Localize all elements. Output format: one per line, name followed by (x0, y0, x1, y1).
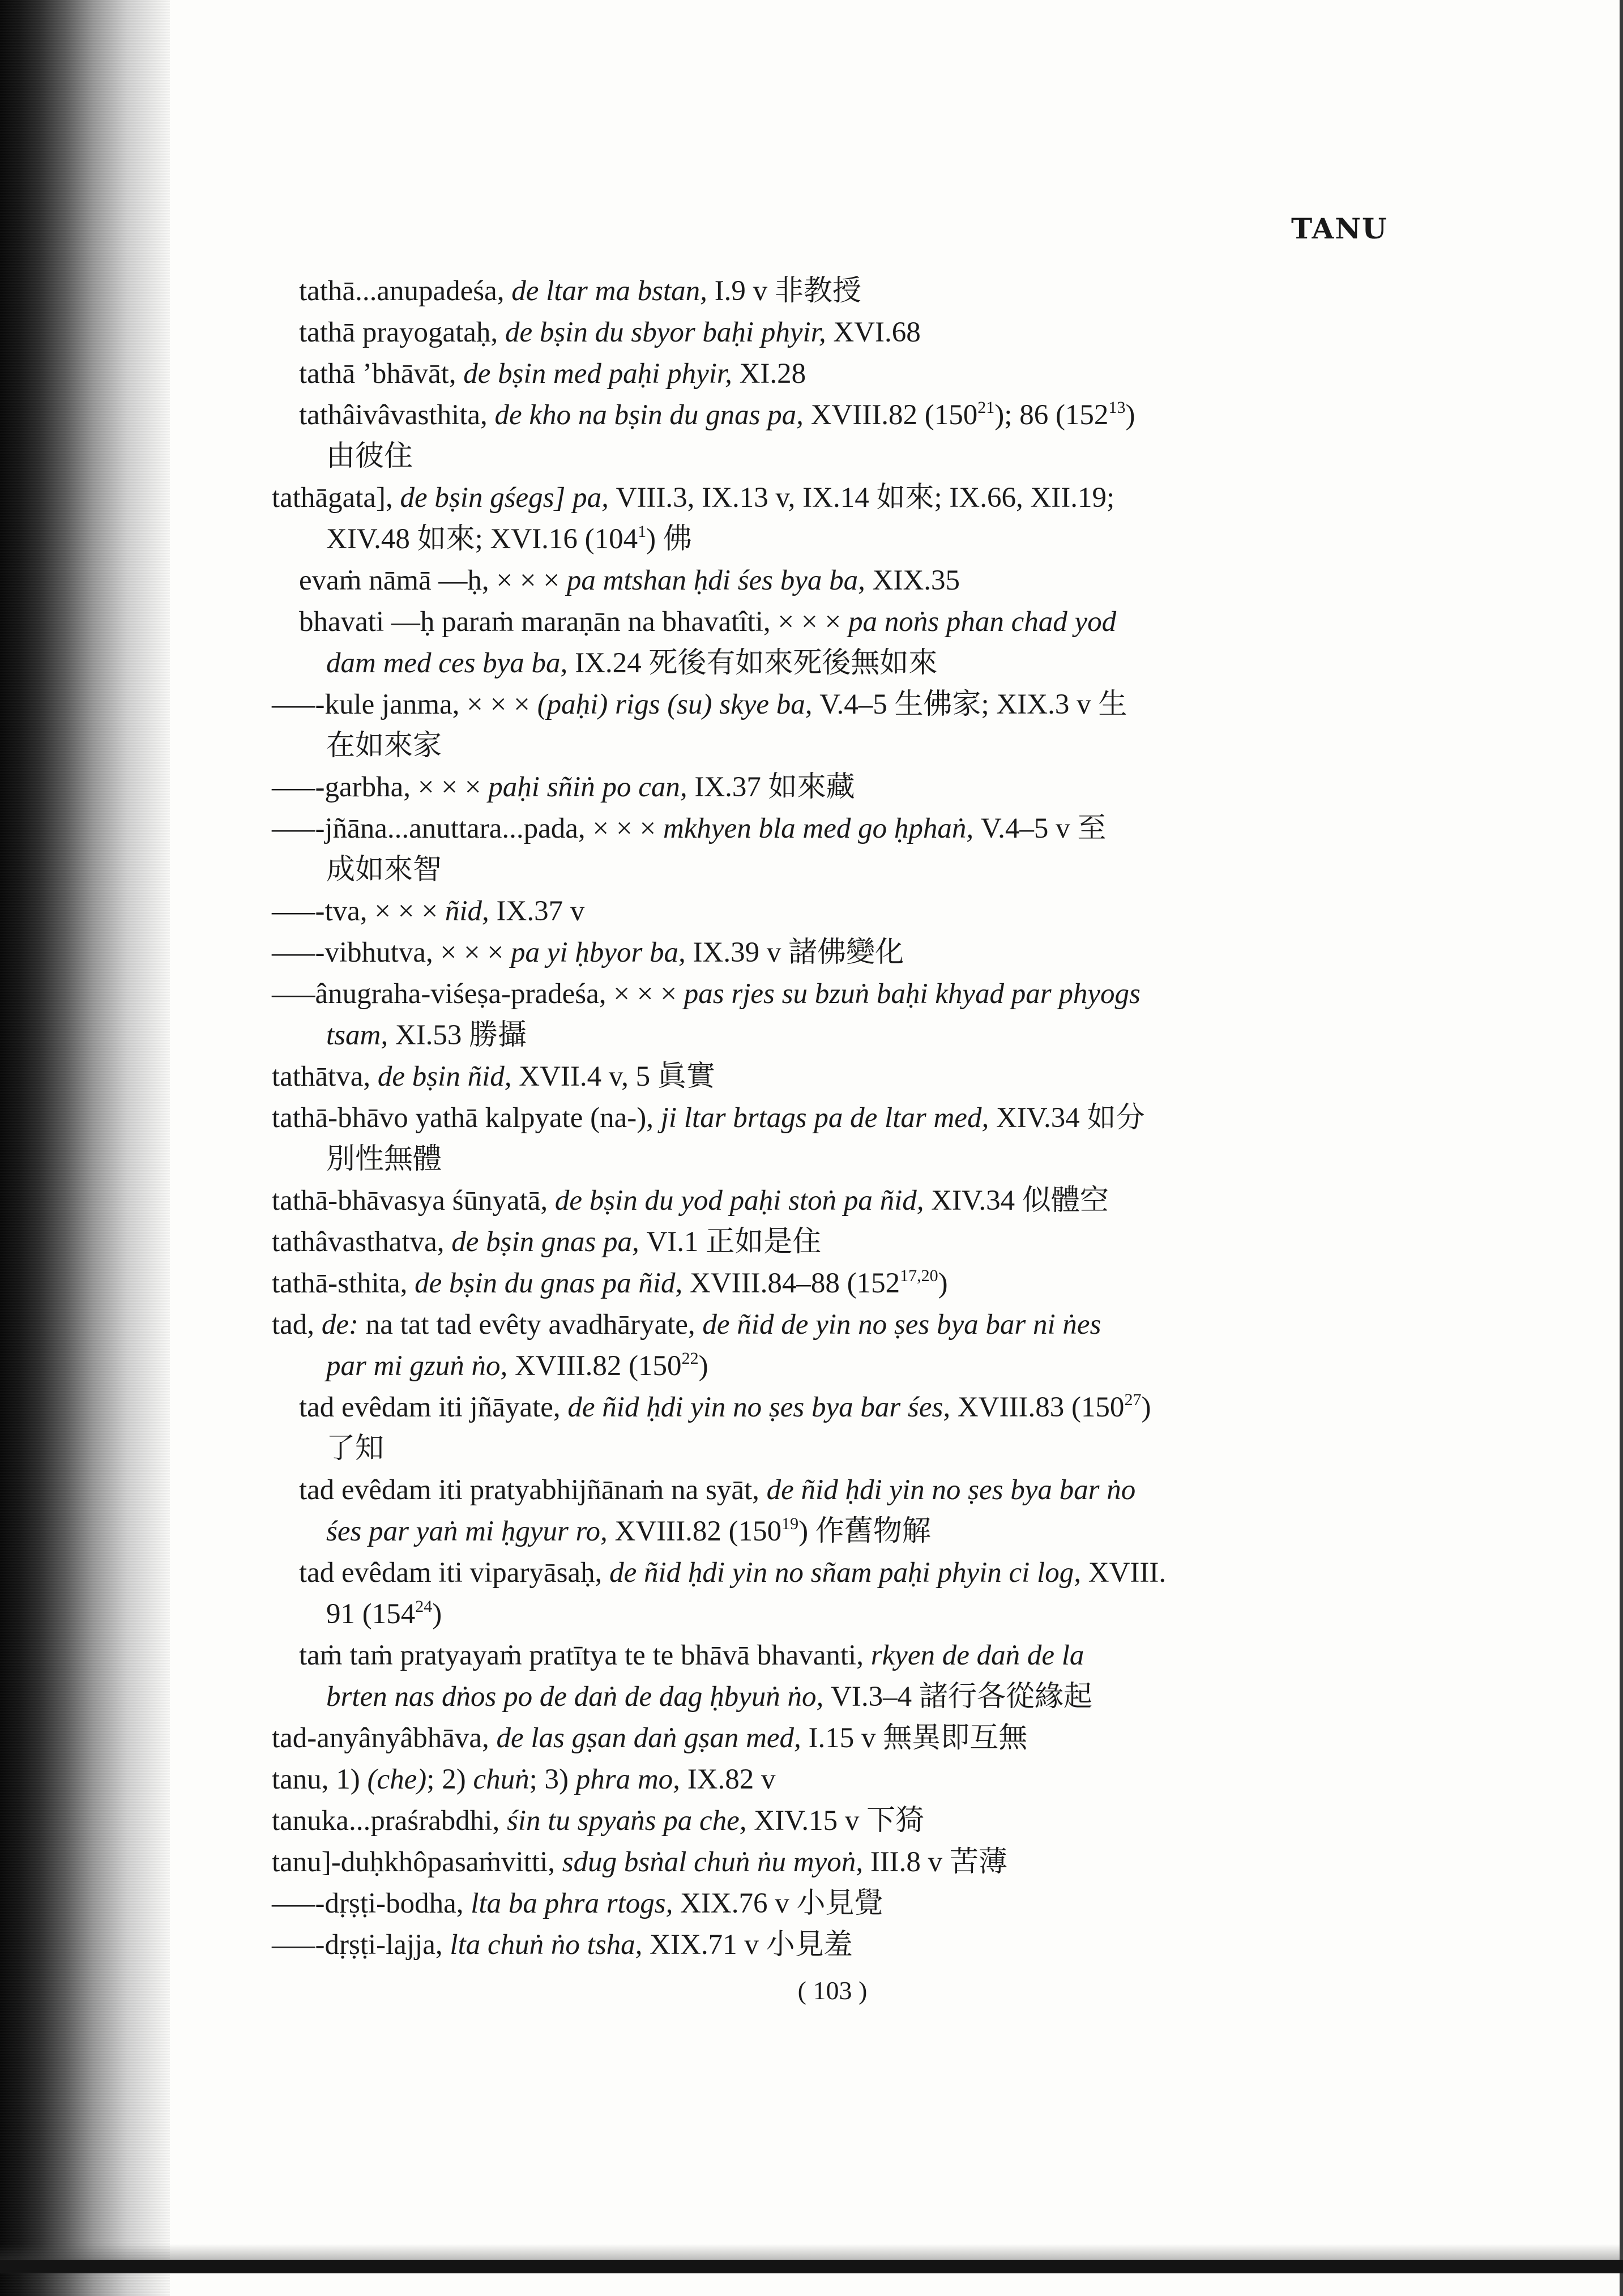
footnote-ref: 1 (638, 522, 647, 541)
entry-text: tathā prayogataḥ, (299, 317, 505, 348)
entry-text: XVIII.82 (150 (514, 1350, 682, 1382)
entry-text: IX.39 v 諸佛變化 (693, 937, 904, 968)
tibetan-text: de bṣin ñid, (377, 1061, 519, 1092)
tibetan-text: de bṣin med paḥi phyir, (463, 358, 740, 390)
entry-text: XIV.15 v 下猗 (754, 1805, 925, 1837)
entry-text: VIII.3, IX.13 v, IX.14 如來; IX.66, XII.19; (616, 482, 1115, 514)
entry-text: –––-vibhutva, × × × (272, 937, 511, 968)
tibetan-text: chuṅ (473, 1764, 529, 1795)
entry-text: XVI.68 (833, 317, 921, 348)
entry-line (272, 436, 1393, 477)
entry-text: evaṁ nāmā ––ḥ, × × × (299, 565, 567, 596)
entry-line (272, 767, 1393, 808)
tibetan-text: de ltar ma bstan, (511, 275, 715, 307)
tibetan-text: pas rjes su bzuṅ baḥi khyad par phyogs (684, 978, 1141, 1010)
entry-text: IX.82 v (687, 1764, 776, 1795)
entry-text: ); 86 (152 (994, 399, 1109, 431)
entry-text: –––ânugraha-viśeṣa-pradeśa, × × × (272, 978, 684, 1010)
entry-text: na tat tad evêty avadhāryate, (365, 1309, 703, 1341)
entry-text: ) (698, 1350, 708, 1382)
tibetan-text: brten nas dṅos po de daṅ de dag ḥbyuṅ ṅo, (326, 1681, 831, 1713)
entry-text: I.15 v 無異即互無 (808, 1722, 1028, 1754)
entry-line (272, 1842, 1393, 1883)
tibetan-text: (che) (367, 1764, 427, 1795)
tibetan-text: par mi gzuṅ ṅo, (326, 1350, 515, 1382)
entry-text: ) (432, 1598, 442, 1630)
tibetan-text: (paḥi) rigs (su) skye ba, (537, 689, 820, 720)
entry-text: ) (1125, 399, 1135, 431)
tibetan-text: de kho na bṣin du gnas pa, (494, 399, 811, 431)
entry-line (272, 477, 1393, 519)
entry-text: tathāgata], (272, 482, 400, 514)
entry-text: ) (938, 1268, 948, 1299)
entry-line (272, 1883, 1393, 1924)
entry-line (272, 974, 1393, 1015)
entry-text: XVIII.84–88 (152 (690, 1268, 900, 1299)
entry-text: tad, (272, 1309, 322, 1341)
entry-text: 別性無體 (326, 1143, 442, 1175)
entry-text: ) 作舊物解 (798, 1516, 931, 1547)
entry-line (272, 725, 1393, 767)
entry-line (272, 891, 1393, 932)
entry-text: V.4–5 v 至 (980, 813, 1107, 844)
entry-text: –––-tva, × × × (272, 895, 445, 927)
entry-line (272, 850, 1393, 891)
entry-line (272, 1759, 1393, 1800)
entry-text: I.9 v 非教授 (714, 275, 861, 307)
entry-text: –––-garbha, × × × (272, 771, 489, 803)
entry-line (272, 808, 1393, 850)
tibetan-text: phra mo, (575, 1764, 687, 1795)
entry-text: –––-kule janma, × × × (272, 689, 537, 720)
entry-text: tad evêdam iti viparyāsaḥ, (299, 1557, 610, 1589)
entry-text: 由彼住 (326, 441, 413, 472)
entry-text: XVIII.82 (150 (614, 1516, 782, 1547)
entry-line (272, 1139, 1393, 1180)
footnote-ref: 22 (681, 1349, 699, 1368)
entry-line (272, 684, 1393, 725)
entry-text: XVII.4 v, 5 眞實 (519, 1061, 715, 1092)
footnote-ref: 17,20 (900, 1266, 938, 1285)
entry-text: XVIII.83 (150 (957, 1392, 1125, 1423)
entry-line (272, 271, 1393, 312)
entry-text: XI.53 勝攝 (395, 1019, 527, 1051)
entry-text: IX.24 死後有如來死後無如來 (575, 647, 938, 679)
entry-line (272, 1056, 1393, 1098)
dictionary-entries (272, 271, 1393, 1966)
entry-text: tathā-bhāvasya śūnyatā, (272, 1185, 555, 1217)
entry-text: 91 (154 (326, 1598, 416, 1630)
entry-text: IX.37 如來藏 (694, 771, 855, 803)
tibetan-text: pa yi ḥbyor ba, (511, 937, 693, 968)
entry-text: tathâivâvasthita, (299, 399, 495, 431)
entry-line (272, 353, 1393, 395)
tibetan-text: lta ba phra rtogs, (471, 1888, 681, 1919)
entry-text: ) 佛 (646, 523, 692, 555)
entry-text: tanu, 1) (272, 1764, 368, 1795)
entry-text: XI.28 (739, 358, 806, 390)
entry-line (272, 560, 1393, 601)
entry-text: 成如來智 (326, 854, 442, 886)
entry-line (272, 1511, 1393, 1552)
entry-text: VI.3–4 諸行各從緣起 (831, 1681, 1092, 1713)
tibetan-text: ñid, (445, 895, 497, 927)
entry-line (272, 1263, 1393, 1304)
entry-text: ; 3) (529, 1764, 576, 1795)
tibetan-text: śin tu spyaṅs pa che, (506, 1805, 754, 1837)
entry-text: ) (1141, 1392, 1151, 1423)
footnote-ref: 21 (977, 398, 995, 417)
entry-line (272, 1180, 1393, 1222)
entry-text: ; 2) (426, 1764, 473, 1795)
tibetan-text: de ñid de yin no ṣes bya bar ni ṅes (702, 1309, 1101, 1341)
page-number: ( 103 ) (797, 1976, 868, 2005)
tibetan-text: pa mtshan ḥdi śes bya ba, (566, 565, 873, 596)
entry-text: bhavati ––ḥ paraṁ maraṇān na bhavatîti, × × × (299, 606, 848, 638)
entry-text: XVIII. (1088, 1557, 1167, 1589)
tibetan-text: sdug bsṅal chuṅ ṅu myoṅ, (562, 1846, 870, 1878)
entry-line (272, 1222, 1393, 1263)
entry-text: V.4–5 生佛家; XIX.3 v 生 (819, 689, 1127, 720)
entry-line (272, 1387, 1393, 1428)
entry-text: tanu]-duḥkhôpasaṁvitti, (272, 1846, 562, 1878)
entry-text: –––-jñāna...anuttara...pada, × × × (272, 813, 663, 844)
entry-line (272, 395, 1393, 436)
tibetan-text: de ñid ḥdi yin no ṣes bya bar ṅo (766, 1474, 1136, 1506)
scan-right-edge (1620, 0, 1623, 2296)
entry-text: XIV.34 如分 (996, 1102, 1145, 1134)
entry-line (272, 1800, 1393, 1842)
tibetan-text: śes par yaṅ mi ḥgyur ro, (326, 1516, 615, 1547)
entry-text: IX.37 v (496, 895, 585, 927)
tibetan-text: de bṣin du gnas pa ñid, (415, 1268, 690, 1299)
entry-line (272, 643, 1393, 684)
tibetan-text: de las gṣan daṅ gṣan med, (496, 1722, 809, 1754)
tibetan-text: de bṣin gnas pa, (451, 1226, 647, 1258)
entry-line (272, 601, 1393, 643)
entry-text: VI.1 正如是住 (646, 1226, 822, 1258)
entry-text: XVIII.82 (150 (810, 399, 978, 431)
tibetan-text: dam med ces bya ba, (326, 647, 575, 679)
entry-text: tad evêdam iti jñāyate, (299, 1392, 568, 1423)
entry-line (272, 932, 1393, 974)
entry-line (272, 1676, 1393, 1718)
entry-text: XIX.76 v 小見覺 (680, 1888, 883, 1919)
entry-line (272, 1304, 1393, 1346)
entry-text: 了知 (326, 1433, 385, 1465)
entry-line (272, 312, 1393, 353)
tibetan-text: ji ltar brtags pa de ltar med, (660, 1102, 996, 1134)
scan-bottom-band (0, 2260, 1623, 2273)
tibetan-text: lta chuṅ ṅo tsha, (450, 1929, 650, 1961)
entry-text: tathâvasthatva, (272, 1226, 452, 1258)
entry-text: XIV.48 如來; XVI.16 (104 (326, 523, 638, 555)
tibetan-text: rkyen de daṅ de la (870, 1640, 1084, 1671)
entry-line (272, 1098, 1393, 1139)
tibetan-text: de bṣin gśegs] pa, (400, 482, 616, 514)
entry-text: XIX.35 (872, 565, 960, 596)
tibetan-text: de ñid ḥdi yin no ṣes bya bar śes, (567, 1392, 958, 1423)
entry-text: tathātva, (272, 1061, 378, 1092)
entry-line (272, 1594, 1393, 1635)
entry-text: –––-dṛṣṭi-lajja, (272, 1929, 450, 1961)
entry-line (272, 1924, 1393, 1966)
entry-text: tad evêdam iti pratyabhijñānaṁ na syāt, (299, 1474, 767, 1506)
footnote-ref: 19 (781, 1514, 799, 1533)
entry-line (272, 1015, 1393, 1056)
entry-text: tathā-sthita, (272, 1268, 415, 1299)
entry-text: taṁ taṁ pratyayaṁ pratītya te te bhāvā bhavanti, (299, 1640, 871, 1671)
entry-text: XIX.71 v 小見羞 (650, 1929, 853, 1961)
entry-text: 在如來家 (326, 730, 442, 762)
tibetan-text: pa noṅs phan chad yod (848, 606, 1117, 638)
tibetan-text: de ñid ḥdi yin no sñam paḥi phyin ci log, (609, 1557, 1088, 1589)
scan-bottom-shadow (0, 2244, 1623, 2260)
tibetan-text: de: (321, 1309, 366, 1341)
entry-text: III.8 v 苦薄 (870, 1846, 1007, 1878)
entry-line (272, 1346, 1393, 1387)
footnote-ref: 13 (1108, 398, 1126, 417)
entry-line (272, 1470, 1393, 1511)
entry-text: –––-dṛṣṭi-bodha, (272, 1888, 471, 1919)
entry-text: tathā ’bhāvāt, (299, 358, 464, 390)
entry-line (272, 1635, 1393, 1676)
entry-line (272, 1718, 1393, 1759)
entry-line (272, 519, 1393, 560)
tibetan-text: tsam, (326, 1019, 395, 1051)
entry-text: XIV.34 似體空 (931, 1185, 1109, 1217)
entry-text: tad-anyânyâbhāva, (272, 1722, 497, 1754)
entry-text: tathā-bhāvo yathā kalpyate (na-), (272, 1102, 661, 1134)
tibetan-text: de bṣin du yod paḥi stoṅ pa ñid, (554, 1185, 932, 1217)
entry-text: tathā...anupadeśa, (299, 275, 512, 307)
scan-left-edge (0, 0, 170, 2296)
tibetan-text: paḥi sñiṅ po can, (488, 771, 695, 803)
entry-line (272, 1428, 1393, 1470)
tibetan-text: mkhyen bla med go ḥphaṅ, (663, 813, 981, 844)
tibetan-text: de bṣin du sbyor baḥi phyir, (505, 317, 834, 348)
footnote-ref: 27 (1124, 1390, 1142, 1409)
entry-text: tanuka...praśrabdhi, (272, 1805, 507, 1837)
footnote-ref: 24 (415, 1597, 433, 1616)
running-header: TANU (1291, 212, 1388, 245)
entry-line (272, 1552, 1393, 1594)
